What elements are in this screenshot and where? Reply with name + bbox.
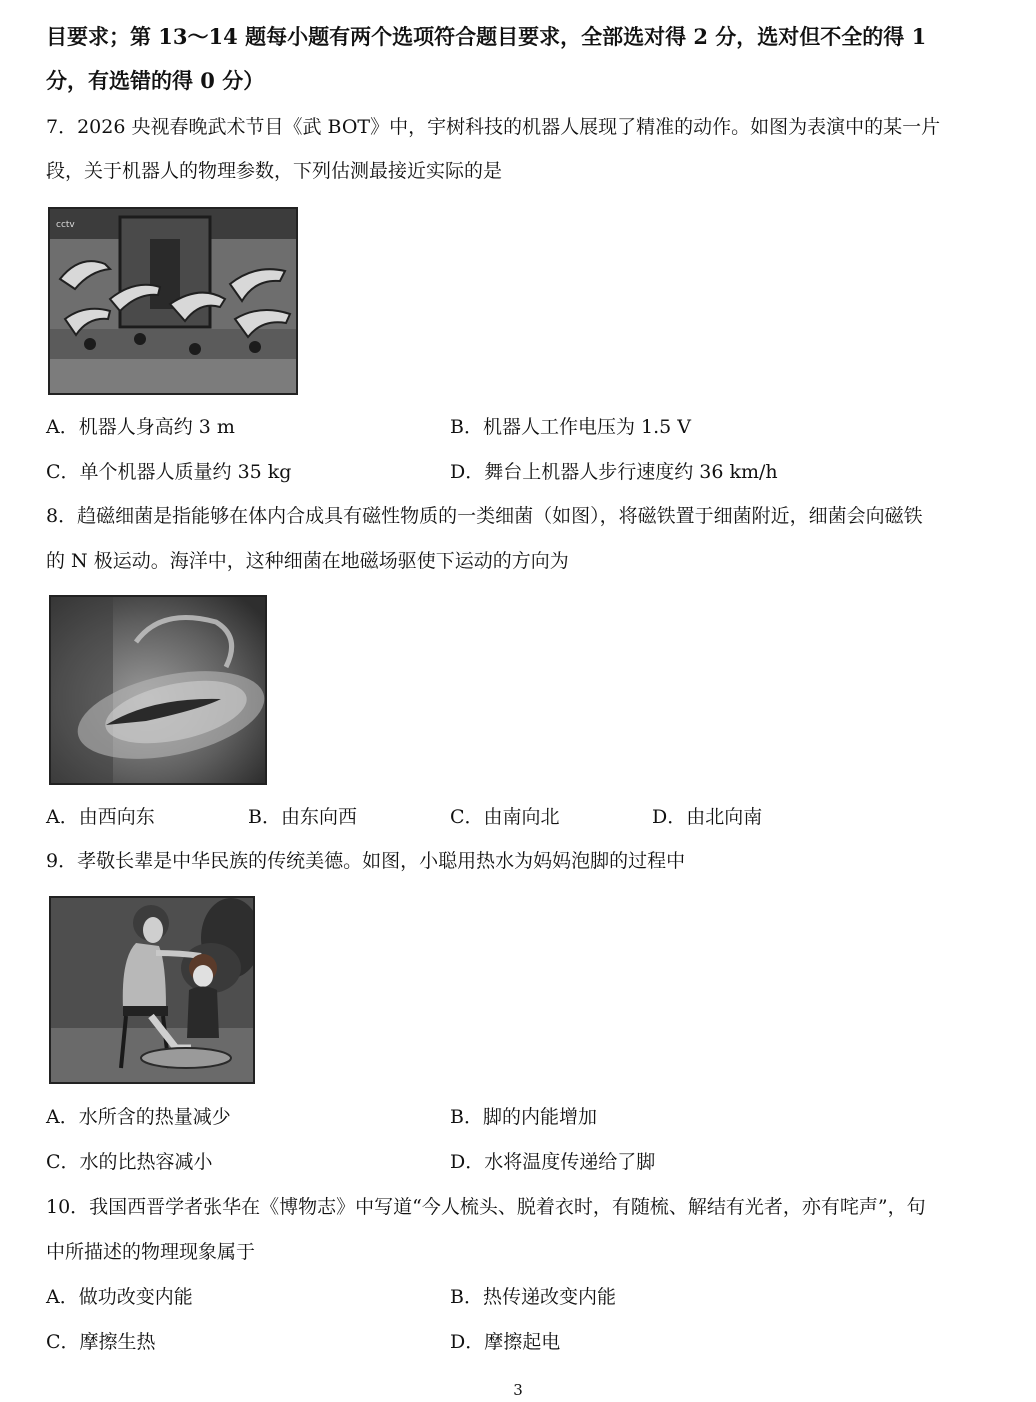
q8-option-a: A．由西向东 [46, 806, 155, 828]
q8-option-d: D．由北向南 [652, 806, 763, 828]
q9-footbath-figure [49, 896, 255, 1084]
q9-stem-line-1: 9．孝敬长辈是中华民族的传统美德。如图，小聪用热水为妈妈泡脚的过程中 [46, 850, 686, 872]
q7-stem-line-2: 段，关于机器人的物理参数，下列估测最接近实际的是 [46, 160, 503, 182]
q9-option-b: B．脚的内能增加 [450, 1106, 597, 1128]
q10-option-a: A．做功改变内能 [46, 1286, 193, 1308]
q7-robot-figure [48, 207, 298, 395]
q8-stem-line-1: 8．趋磁细菌是指能够在体内合成具有磁性物质的一类细菌（如图），将磁铁置于细菌附近，细菌会向磁铁 [46, 505, 923, 527]
q9-option-d: D．水将温度传递给了脚 [450, 1151, 656, 1173]
q7-option-a: A．机器人身高约 3 m [46, 416, 235, 438]
q9-option-a: A．水所含的热量减少 [46, 1106, 231, 1128]
q10-option-c: C．摩擦生热 [46, 1331, 156, 1353]
q7-option-d: D．舞台上机器人步行速度约 36 km/h [450, 461, 778, 483]
q7-stem-line-1: 7．2026 央视春晚武术节目《武 BOT》中，宇树科技的机器人展现了精准的动作。如图为表演中的某一片 [46, 116, 941, 138]
q8-option-c: C．由南向北 [450, 806, 560, 828]
svg-text:cctv: cctv [56, 220, 75, 230]
instruction-line-1: 目要求；第 13～14 题每小题有两个选项符合题目要求，全部选对得 2 分，选对但不全的得 1 [46, 24, 927, 49]
page-number: 3 [513, 1381, 523, 1399]
q9-option-c: C．水的比热容减小 [46, 1151, 213, 1173]
q8-stem-line-2: 的 N 极运动。海洋中，这种细菌在地磁场驱使下运动的方向为 [46, 550, 569, 572]
q10-stem-line-2: 中所描述的物理现象属于 [46, 1241, 256, 1263]
instruction-line-2: 分，有选错的得 0 分） [46, 68, 265, 93]
q10-option-d: D．摩擦起电 [450, 1331, 561, 1353]
q10-option-b: B．热传递改变内能 [450, 1286, 616, 1308]
q8-option-b: B．由东向西 [248, 806, 357, 828]
q7-option-b: B．机器人工作电压为 1.5 V [450, 416, 691, 438]
q7-option-c: C．单个机器人质量约 35 kg [46, 461, 292, 483]
q10-stem-line-1: 10．我国西晋学者张华在《博物志》中写道“今人梳头、脱着衣时，有随梳、解结有光者，亦有咤声”，句 [46, 1196, 926, 1218]
q8-bacteria-figure [49, 595, 267, 785]
